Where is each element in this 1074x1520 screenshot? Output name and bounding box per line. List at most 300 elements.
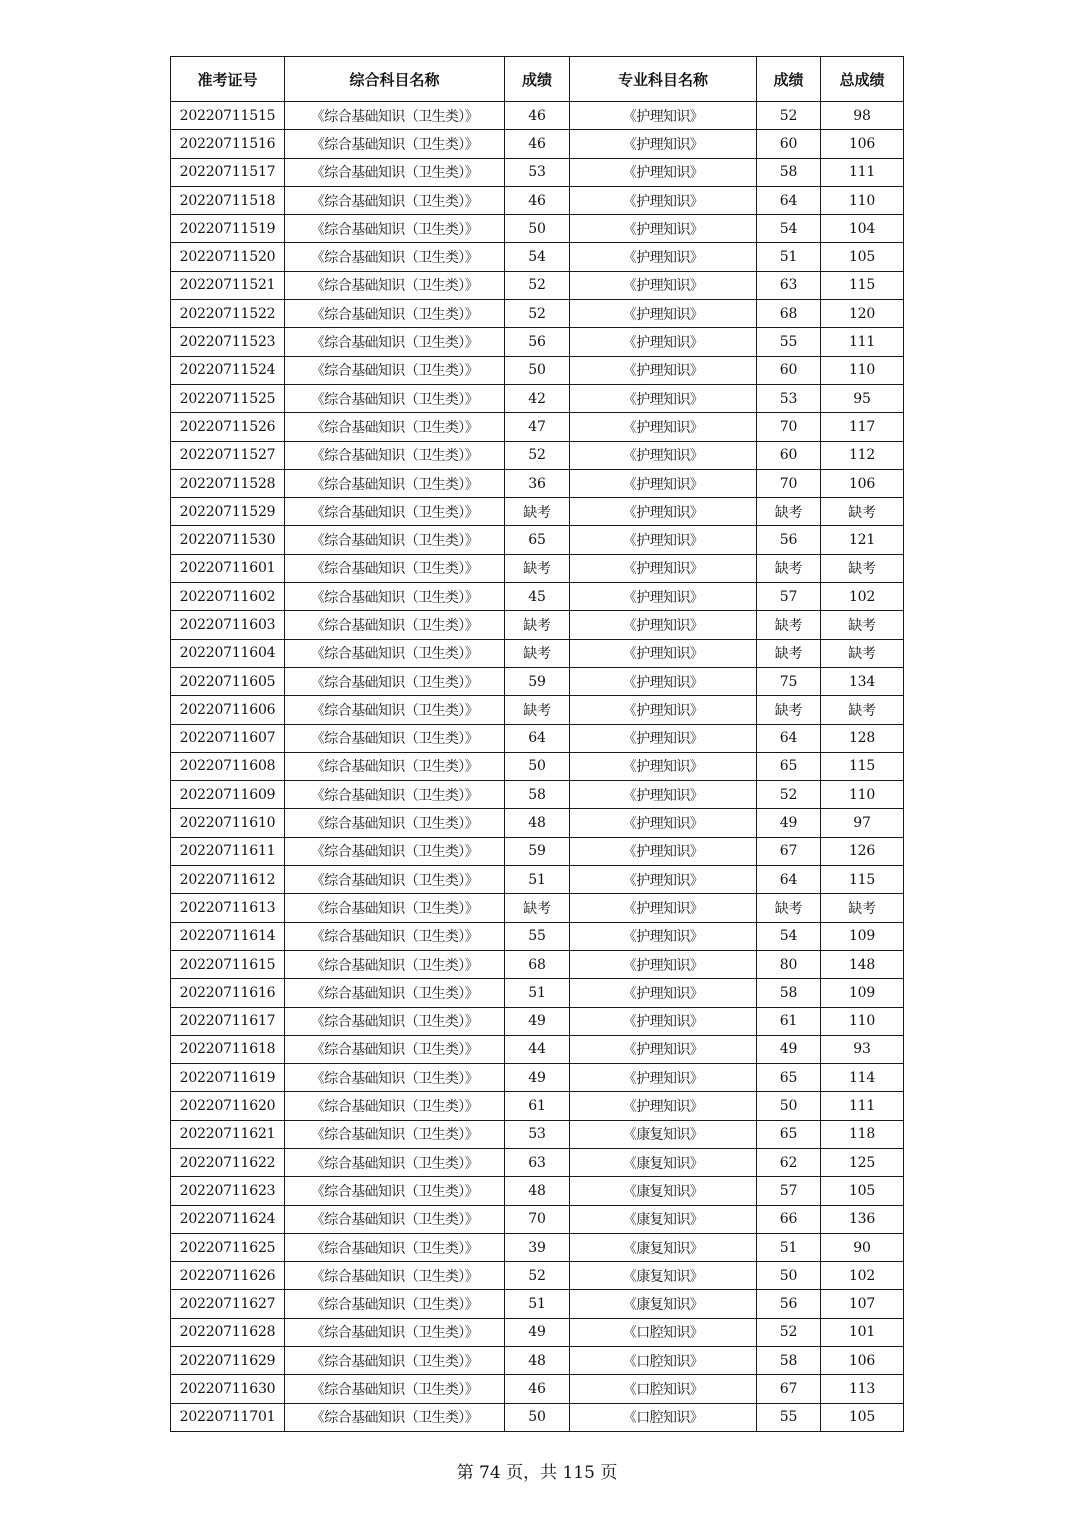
cell-major-subject: 《口腔知识》 [570, 1318, 757, 1346]
cell-exam-id: 20220711617 [171, 1007, 285, 1035]
cell-general-subject: 《综合基础知识（卫生类）》 [285, 1177, 505, 1205]
cell-major-score: 55 [757, 1403, 821, 1431]
table-row [171, 271, 904, 299]
cell-major-subject: 《护理知识》 [570, 469, 757, 497]
cell-major-subject: 《护理知识》 [570, 583, 757, 611]
cell-general-subject: 《综合基础知识（卫生类）》 [285, 1007, 505, 1035]
table-row [171, 384, 904, 412]
cell-exam-id: 20220711519 [171, 215, 285, 243]
cell-general-subject: 《综合基础知识（卫生类）》 [285, 1290, 505, 1318]
cell-general-subject: 《综合基础知识（卫生类）》 [285, 186, 505, 214]
cell-total-score: 111 [821, 158, 904, 186]
cell-total-score: 115 [821, 866, 904, 894]
cell-total-score: 102 [821, 583, 904, 611]
cell-total-score: 101 [821, 1318, 904, 1346]
cell-general-subject: 《综合基础知识（卫生类）》 [285, 300, 505, 328]
cell-exam-id: 20220711624 [171, 1205, 285, 1233]
cell-general-score: 61 [505, 1092, 570, 1120]
cell-major-score: 65 [757, 1064, 821, 1092]
cell-general-score: 58 [505, 781, 570, 809]
cell-total-score: 缺考 [821, 696, 904, 724]
cell-exam-id: 20220711522 [171, 300, 285, 328]
table-row [171, 300, 904, 328]
table-row [171, 158, 904, 186]
cell-general-score: 缺考 [505, 554, 570, 582]
cell-general-score: 48 [505, 1347, 570, 1375]
cell-major-subject: 《护理知识》 [570, 667, 757, 695]
cell-general-score: 52 [505, 1262, 570, 1290]
cell-general-score: 46 [505, 186, 570, 214]
cell-major-subject: 《护理知识》 [570, 215, 757, 243]
table-body [171, 102, 904, 1432]
cell-general-subject: 《综合基础知识（卫生类）》 [285, 384, 505, 412]
cell-exam-id: 20220711608 [171, 752, 285, 780]
cell-major-subject: 《口腔知识》 [570, 1347, 757, 1375]
table-row [171, 781, 904, 809]
cell-general-subject: 《综合基础知识（卫生类）》 [285, 809, 505, 837]
cell-general-subject: 《综合基础知识（卫生类）》 [285, 950, 505, 978]
cell-exam-id: 20220711622 [171, 1148, 285, 1176]
cell-major-score: 缺考 [757, 498, 821, 526]
cell-major-subject: 《护理知识》 [570, 950, 757, 978]
cell-general-score: 49 [505, 1064, 570, 1092]
cell-major-subject: 《护理知识》 [570, 384, 757, 412]
cell-total-score: 106 [821, 1347, 904, 1375]
cell-general-subject: 《综合基础知识（卫生类）》 [285, 271, 505, 299]
table-row [171, 469, 904, 497]
cell-major-score: 缺考 [757, 639, 821, 667]
cell-total-score: 缺考 [821, 639, 904, 667]
cell-major-score: 56 [757, 526, 821, 554]
cell-total-score: 110 [821, 1007, 904, 1035]
table-row [171, 667, 904, 695]
cell-total-score: 110 [821, 186, 904, 214]
cell-general-subject: 《综合基础知识（卫生类）》 [285, 1148, 505, 1176]
cell-major-score: 64 [757, 866, 821, 894]
cell-general-subject: 《综合基础知识（卫生类）》 [285, 328, 505, 356]
cell-major-subject: 《护理知识》 [570, 781, 757, 809]
cell-exam-id: 20220711520 [171, 243, 285, 271]
table-row [171, 809, 904, 837]
cell-total-score: 110 [821, 356, 904, 384]
cell-major-subject: 《护理知识》 [570, 696, 757, 724]
cell-major-subject: 《护理知识》 [570, 441, 757, 469]
cell-major-subject: 《口腔知识》 [570, 1403, 757, 1431]
cell-general-subject: 《综合基础知识（卫生类）》 [285, 215, 505, 243]
cell-exam-id: 20220711530 [171, 526, 285, 554]
cell-major-score: 53 [757, 384, 821, 412]
cell-major-score: 54 [757, 215, 821, 243]
cell-major-score: 60 [757, 130, 821, 158]
cell-general-subject: 《综合基础知识（卫生类）》 [285, 158, 505, 186]
cell-major-score: 70 [757, 413, 821, 441]
cell-general-score: 59 [505, 837, 570, 865]
cell-general-subject: 《综合基础知识（卫生类）》 [285, 526, 505, 554]
cell-general-score: 50 [505, 1403, 570, 1431]
cell-total-score: 136 [821, 1205, 904, 1233]
cell-general-subject: 《综合基础知识（卫生类）》 [285, 102, 505, 130]
score-table [170, 56, 904, 1432]
cell-general-score: 缺考 [505, 894, 570, 922]
cell-general-score: 68 [505, 950, 570, 978]
cell-total-score: 128 [821, 724, 904, 752]
cell-exam-id: 20220711621 [171, 1120, 285, 1148]
table-row [171, 1120, 904, 1148]
cell-exam-id: 20220711526 [171, 413, 285, 441]
cell-general-score: 50 [505, 356, 570, 384]
cell-exam-id: 20220711609 [171, 781, 285, 809]
header-row [171, 57, 904, 102]
cell-exam-id: 20220711629 [171, 1347, 285, 1375]
cell-total-score: 117 [821, 413, 904, 441]
cell-exam-id: 20220711528 [171, 469, 285, 497]
table-row [171, 328, 904, 356]
table-row [171, 696, 904, 724]
cell-general-subject: 《综合基础知识（卫生类）》 [285, 1120, 505, 1148]
cell-major-subject: 《护理知识》 [570, 1035, 757, 1063]
cell-major-score: 缺考 [757, 611, 821, 639]
cell-general-subject: 《综合基础知识（卫生类）》 [285, 1205, 505, 1233]
cell-exam-id: 20220711607 [171, 724, 285, 752]
cell-exam-id: 20220711628 [171, 1318, 285, 1346]
cell-major-subject: 《护理知识》 [570, 328, 757, 356]
cell-major-score: 68 [757, 300, 821, 328]
cell-exam-id: 20220711618 [171, 1035, 285, 1063]
cell-general-score: 70 [505, 1205, 570, 1233]
header-general-score: 成绩 [505, 57, 570, 102]
cell-major-subject: 《护理知识》 [570, 752, 757, 780]
cell-total-score: 115 [821, 752, 904, 780]
cell-general-subject: 《综合基础知识（卫生类）》 [285, 639, 505, 667]
cell-major-score: 56 [757, 1290, 821, 1318]
cell-exam-id: 20220711620 [171, 1092, 285, 1120]
header-general-subject: 综合科目名称 [285, 57, 505, 102]
cell-total-score: 121 [821, 526, 904, 554]
cell-general-subject: 《综合基础知识（卫生类）》 [285, 866, 505, 894]
cell-exam-id: 20220711610 [171, 809, 285, 837]
cell-general-score: 46 [505, 102, 570, 130]
cell-total-score: 120 [821, 300, 904, 328]
table-row [171, 413, 904, 441]
page-number: 第 74 页，共 115 页 [456, 1463, 618, 1483]
cell-major-subject: 《康复知识》 [570, 1233, 757, 1261]
cell-major-score: 66 [757, 1205, 821, 1233]
cell-major-subject: 《护理知识》 [570, 130, 757, 158]
table-row [171, 1318, 904, 1346]
cell-total-score: 缺考 [821, 894, 904, 922]
cell-major-subject: 《护理知识》 [570, 300, 757, 328]
table-row [171, 1007, 904, 1035]
cell-total-score: 104 [821, 215, 904, 243]
cell-total-score: 118 [821, 1120, 904, 1148]
cell-major-subject: 《护理知识》 [570, 554, 757, 582]
cell-exam-id: 20220711615 [171, 950, 285, 978]
cell-general-subject: 《综合基础知识（卫生类）》 [285, 611, 505, 639]
cell-major-score: 52 [757, 1318, 821, 1346]
cell-general-subject: 《综合基础知识（卫生类）》 [285, 696, 505, 724]
table-row [171, 554, 904, 582]
cell-total-score: 98 [821, 102, 904, 130]
cell-total-score: 缺考 [821, 554, 904, 582]
cell-major-subject: 《护理知识》 [570, 1064, 757, 1092]
cell-total-score: 90 [821, 1233, 904, 1261]
cell-major-score: 65 [757, 1120, 821, 1148]
cell-total-score: 102 [821, 1262, 904, 1290]
cell-general-score: 48 [505, 1177, 570, 1205]
cell-major-subject: 《康复知识》 [570, 1148, 757, 1176]
cell-major-score: 49 [757, 809, 821, 837]
cell-general-score: 45 [505, 583, 570, 611]
header-exam-id: 准考证号 [171, 57, 285, 102]
cell-general-subject: 《综合基础知识（卫生类）》 [285, 583, 505, 611]
table-row [171, 102, 904, 130]
cell-general-subject: 《综合基础知识（卫生类）》 [285, 724, 505, 752]
cell-major-subject: 《护理知识》 [570, 979, 757, 1007]
cell-exam-id: 20220711612 [171, 866, 285, 894]
table-row [171, 611, 904, 639]
cell-total-score: 115 [821, 271, 904, 299]
cell-general-score: 53 [505, 158, 570, 186]
cell-exam-id: 20220711602 [171, 583, 285, 611]
table-row [171, 1092, 904, 1120]
table-row [171, 894, 904, 922]
table-row [171, 356, 904, 384]
cell-general-score: 缺考 [505, 498, 570, 526]
table-row [171, 1205, 904, 1233]
cell-total-score: 106 [821, 469, 904, 497]
cell-major-subject: 《康复知识》 [570, 1290, 757, 1318]
cell-general-subject: 《综合基础知识（卫生类）》 [285, 1233, 505, 1261]
cell-major-subject: 《护理知识》 [570, 186, 757, 214]
cell-major-subject: 《护理知识》 [570, 1007, 757, 1035]
cell-major-subject: 《护理知识》 [570, 611, 757, 639]
cell-general-score: 52 [505, 271, 570, 299]
cell-general-subject: 《综合基础知识（卫生类）》 [285, 1092, 505, 1120]
table-row [171, 866, 904, 894]
cell-general-subject: 《综合基础知识（卫生类）》 [285, 894, 505, 922]
cell-major-score: 80 [757, 950, 821, 978]
cell-general-subject: 《综合基础知识（卫生类）》 [285, 1035, 505, 1063]
cell-total-score: 112 [821, 441, 904, 469]
cell-major-subject: 《护理知识》 [570, 837, 757, 865]
cell-general-score: 52 [505, 300, 570, 328]
cell-major-score: 缺考 [757, 894, 821, 922]
cell-general-subject: 《综合基础知识（卫生类）》 [285, 1064, 505, 1092]
cell-major-score: 65 [757, 752, 821, 780]
table-row [171, 498, 904, 526]
cell-major-subject: 《护理知识》 [570, 1092, 757, 1120]
table-row [171, 922, 904, 950]
cell-major-score: 57 [757, 583, 821, 611]
cell-major-score: 49 [757, 1035, 821, 1063]
cell-exam-id: 20220711614 [171, 922, 285, 950]
cell-total-score: 109 [821, 922, 904, 950]
cell-major-subject: 《康复知识》 [570, 1262, 757, 1290]
cell-total-score: 97 [821, 809, 904, 837]
cell-major-score: 52 [757, 102, 821, 130]
cell-major-score: 缺考 [757, 696, 821, 724]
cell-exam-id: 20220711529 [171, 498, 285, 526]
cell-major-subject: 《康复知识》 [570, 1120, 757, 1148]
cell-major-subject: 《口腔知识》 [570, 1375, 757, 1403]
cell-exam-id: 20220711523 [171, 328, 285, 356]
cell-major-score: 51 [757, 243, 821, 271]
cell-major-score: 57 [757, 1177, 821, 1205]
cell-general-subject: 《综合基础知识（卫生类）》 [285, 1403, 505, 1431]
cell-total-score: 111 [821, 328, 904, 356]
cell-exam-id: 20220711701 [171, 1403, 285, 1431]
table-row [171, 1375, 904, 1403]
cell-general-subject: 《综合基础知识（卫生类）》 [285, 554, 505, 582]
table-row [171, 1347, 904, 1375]
cell-exam-id: 20220711605 [171, 667, 285, 695]
cell-exam-id: 20220711521 [171, 271, 285, 299]
cell-exam-id: 20220711630 [171, 1375, 285, 1403]
cell-major-score: 50 [757, 1092, 821, 1120]
cell-general-score: 59 [505, 667, 570, 695]
cell-total-score: 107 [821, 1290, 904, 1318]
cell-major-subject: 《护理知识》 [570, 413, 757, 441]
cell-exam-id: 20220711616 [171, 979, 285, 1007]
cell-major-subject: 《康复知识》 [570, 1205, 757, 1233]
cell-total-score: 109 [821, 979, 904, 1007]
cell-general-score: 52 [505, 441, 570, 469]
cell-exam-id: 20220711517 [171, 158, 285, 186]
cell-general-subject: 《综合基础知识（卫生类）》 [285, 922, 505, 950]
cell-major-subject: 《护理知识》 [570, 102, 757, 130]
table-row [171, 1064, 904, 1092]
cell-exam-id: 20220711613 [171, 894, 285, 922]
cell-general-score: 48 [505, 809, 570, 837]
table-row [171, 1148, 904, 1176]
cell-exam-id: 20220711627 [171, 1290, 285, 1318]
cell-general-score: 46 [505, 130, 570, 158]
cell-general-score: 39 [505, 1233, 570, 1261]
table-row [171, 1290, 904, 1318]
cell-general-subject: 《综合基础知识（卫生类）》 [285, 1318, 505, 1346]
cell-general-subject: 《综合基础知识（卫生类）》 [285, 243, 505, 271]
cell-general-subject: 《综合基础知识（卫生类）》 [285, 413, 505, 441]
cell-major-score: 54 [757, 922, 821, 950]
cell-general-score: 42 [505, 384, 570, 412]
cell-general-score: 缺考 [505, 639, 570, 667]
cell-general-score: 46 [505, 1375, 570, 1403]
cell-major-score: 62 [757, 1148, 821, 1176]
cell-major-subject: 《护理知识》 [570, 809, 757, 837]
cell-total-score: 105 [821, 1177, 904, 1205]
cell-general-score: 50 [505, 215, 570, 243]
cell-general-score: 63 [505, 1148, 570, 1176]
table-row [171, 724, 904, 752]
cell-exam-id: 20220711611 [171, 837, 285, 865]
cell-general-subject: 《综合基础知识（卫生类）》 [285, 130, 505, 158]
cell-general-subject: 《综合基础知识（卫生类）》 [285, 979, 505, 1007]
cell-major-score: 67 [757, 1375, 821, 1403]
cell-major-score: 64 [757, 724, 821, 752]
cell-major-score: 60 [757, 356, 821, 384]
cell-general-score: 缺考 [505, 696, 570, 724]
cell-total-score: 134 [821, 667, 904, 695]
cell-major-score: 60 [757, 441, 821, 469]
cell-total-score: 105 [821, 1403, 904, 1431]
cell-exam-id: 20220711603 [171, 611, 285, 639]
cell-total-score: 111 [821, 1092, 904, 1120]
cell-total-score: 148 [821, 950, 904, 978]
cell-general-score: 36 [505, 469, 570, 497]
cell-general-score: 55 [505, 922, 570, 950]
cell-major-subject: 《护理知识》 [570, 894, 757, 922]
cell-major-subject: 《护理知识》 [570, 356, 757, 384]
cell-general-subject: 《综合基础知识（卫生类）》 [285, 1262, 505, 1290]
cell-total-score: 93 [821, 1035, 904, 1063]
cell-general-score: 51 [505, 866, 570, 894]
cell-general-subject: 《综合基础知识（卫生类）》 [285, 356, 505, 384]
cell-general-subject: 《综合基础知识（卫生类）》 [285, 469, 505, 497]
cell-major-subject: 《护理知识》 [570, 498, 757, 526]
table-row [171, 1177, 904, 1205]
cell-general-score: 51 [505, 1290, 570, 1318]
cell-major-score: 缺考 [757, 554, 821, 582]
cell-major-score: 58 [757, 158, 821, 186]
table-row [171, 1233, 904, 1261]
cell-major-score: 67 [757, 837, 821, 865]
cell-general-score: 缺考 [505, 611, 570, 639]
table-row [171, 1035, 904, 1063]
cell-major-score: 51 [757, 1233, 821, 1261]
cell-general-subject: 《综合基础知识（卫生类）》 [285, 667, 505, 695]
cell-major-subject: 《护理知识》 [570, 639, 757, 667]
cell-major-score: 70 [757, 469, 821, 497]
table-row [171, 186, 904, 214]
cell-major-score: 50 [757, 1262, 821, 1290]
cell-general-subject: 《综合基础知识（卫生类）》 [285, 781, 505, 809]
table-row [171, 639, 904, 667]
cell-general-score: 50 [505, 752, 570, 780]
table-row [171, 215, 904, 243]
cell-exam-id: 20220711625 [171, 1233, 285, 1261]
cell-total-score: 114 [821, 1064, 904, 1092]
cell-exam-id: 20220711518 [171, 186, 285, 214]
cell-general-score: 53 [505, 1120, 570, 1148]
cell-major-subject: 《护理知识》 [570, 922, 757, 950]
cell-general-score: 54 [505, 243, 570, 271]
cell-general-score: 44 [505, 1035, 570, 1063]
cell-general-subject: 《综合基础知识（卫生类）》 [285, 837, 505, 865]
cell-general-score: 65 [505, 526, 570, 554]
cell-general-subject: 《综合基础知识（卫生类）》 [285, 752, 505, 780]
cell-total-score: 126 [821, 837, 904, 865]
cell-general-subject: 《综合基础知识（卫生类）》 [285, 441, 505, 469]
cell-major-subject: 《护理知识》 [570, 724, 757, 752]
table-row [171, 583, 904, 611]
cell-major-subject: 《护理知识》 [570, 158, 757, 186]
cell-exam-id: 20220711525 [171, 384, 285, 412]
cell-major-score: 61 [757, 1007, 821, 1035]
cell-exam-id: 20220711524 [171, 356, 285, 384]
header-total-score: 总成绩 [821, 57, 904, 102]
cell-major-subject: 《康复知识》 [570, 1177, 757, 1205]
cell-exam-id: 20220711606 [171, 696, 285, 724]
cell-exam-id: 20220711515 [171, 102, 285, 130]
cell-general-subject: 《综合基础知识（卫生类）》 [285, 498, 505, 526]
cell-major-score: 58 [757, 979, 821, 1007]
cell-total-score: 106 [821, 130, 904, 158]
cell-exam-id: 20220711601 [171, 554, 285, 582]
cell-major-score: 63 [757, 271, 821, 299]
table-row [171, 243, 904, 271]
table-row [171, 1403, 904, 1431]
header-major-subject: 专业科目名称 [570, 57, 757, 102]
